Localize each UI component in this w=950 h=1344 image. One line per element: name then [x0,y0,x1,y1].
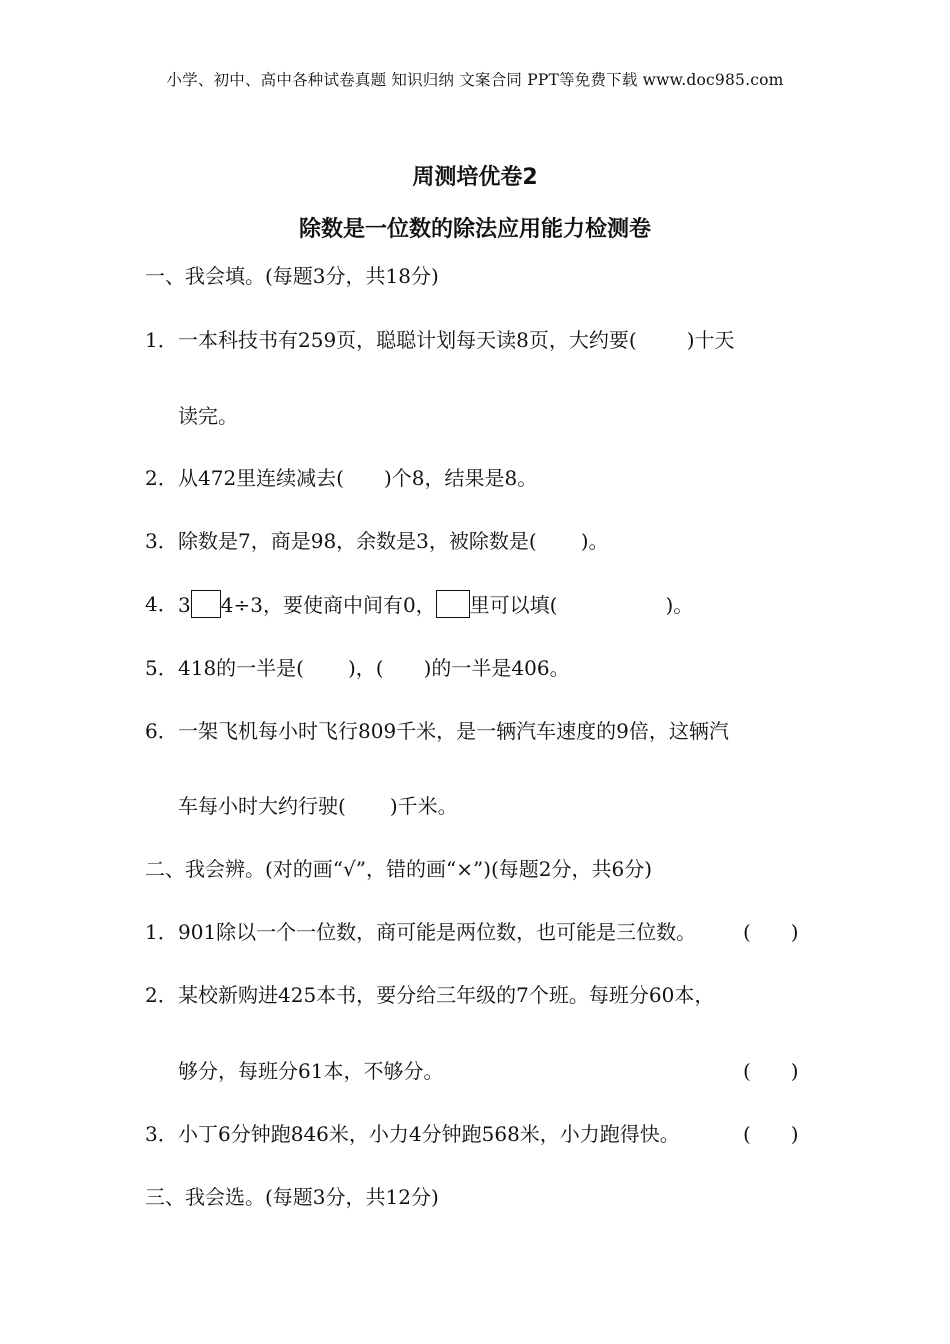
s2-q3-number: 3． [145,1122,178,1146]
page-subtitle: 除数是一位数的除法应用能力检测卷 [298,217,651,242]
s1-q5-text [178,654,570,682]
s1-q6-text-b: 车每小时大约行驶( [178,794,346,818]
s2-q1-number: 1． [145,920,178,944]
s1-q2-text-a: 从472里连续减去( [178,466,344,490]
judgement-paren[interactable]: ( ) [743,1122,799,1146]
s1-q5-text-b: )，( [347,656,384,680]
section-3-heading: 三、我会选。(每题3分，共12分) [145,1185,439,1209]
s1-q2-text [178,464,537,492]
s1-q4-text-c: 里可以填( [469,593,558,617]
s1-q1-number: 1． [145,328,178,352]
s1-q5-text-a: 418的一半是( [178,656,304,680]
s1-q6-number: 6． [145,719,178,743]
s1-q5-number: 5． [145,656,178,680]
s1-q2-text-b: )个8，结果是8。 [383,466,538,490]
s1-q1-continuation: 读完。 [178,404,238,428]
s1-q3-text [178,527,609,555]
s1-q6-text-c: )千米。 [389,794,458,818]
s1-q6-continuation [178,792,458,820]
section-1-heading: 一、我会填。(每题3分，共18分) [145,264,439,288]
page-header: 小学、初中、高中各种试卷真题 知识归纳 文案合同 PPT等免费下载 www.doc985.com [166,71,784,89]
s2-q2-continuation: 够分，每班分61本，不够分。 [178,1059,444,1083]
judgement-paren[interactable]: ( ) [743,1059,799,1083]
s1-q1-text-b: )十天 [686,328,735,352]
s1-q1-text-a: 一本科技书有259页，聪聪计划每天读8页，大约要( [178,328,637,352]
s1-q4-text [178,590,693,619]
s1-q3-text-a: 除数是7，商是98，余数是3，被除数是( [178,529,537,553]
digit-box[interactable] [191,590,221,618]
s1-q3-number: 3． [145,529,178,553]
s1-q1-text [178,326,735,354]
judgement-paren[interactable]: ( ) [743,920,799,944]
s2-q3-text: 小丁6分钟跑846米，小力4分钟跑568米，小力跑得快。 [178,1122,680,1146]
s1-q4-text-a: 3 [178,593,191,617]
s1-q6-text: 一架飞机每小时飞行809千米，是一辆汽车速度的9倍，这辆汽 [178,719,729,743]
s1-q2-number: 2． [145,466,178,490]
s1-q4-text-b: 4÷3，要使商中间有0， [220,593,436,617]
digit-box[interactable] [436,590,470,618]
s1-q5-text-c: )的一半是406。 [423,656,570,680]
section-2-heading: 二、我会辨。(对的画“√”，错的画“×”)(每题2分，共6分) [145,857,653,881]
s1-q3-text-b: )。 [580,529,609,553]
s2-q2-number: 2． [145,983,178,1007]
page-title: 周测培优卷2 [412,165,538,190]
s2-q1-text: 901除以一个一位数，商可能是两位数，也可能是三位数。 [178,920,697,944]
s1-q4-text-d: )。 [665,593,694,617]
s1-q4-number: 4． [145,592,178,616]
s2-q2-text: 某校新购进425本书，要分给三年级的7个班。每班分60本， [178,983,715,1007]
